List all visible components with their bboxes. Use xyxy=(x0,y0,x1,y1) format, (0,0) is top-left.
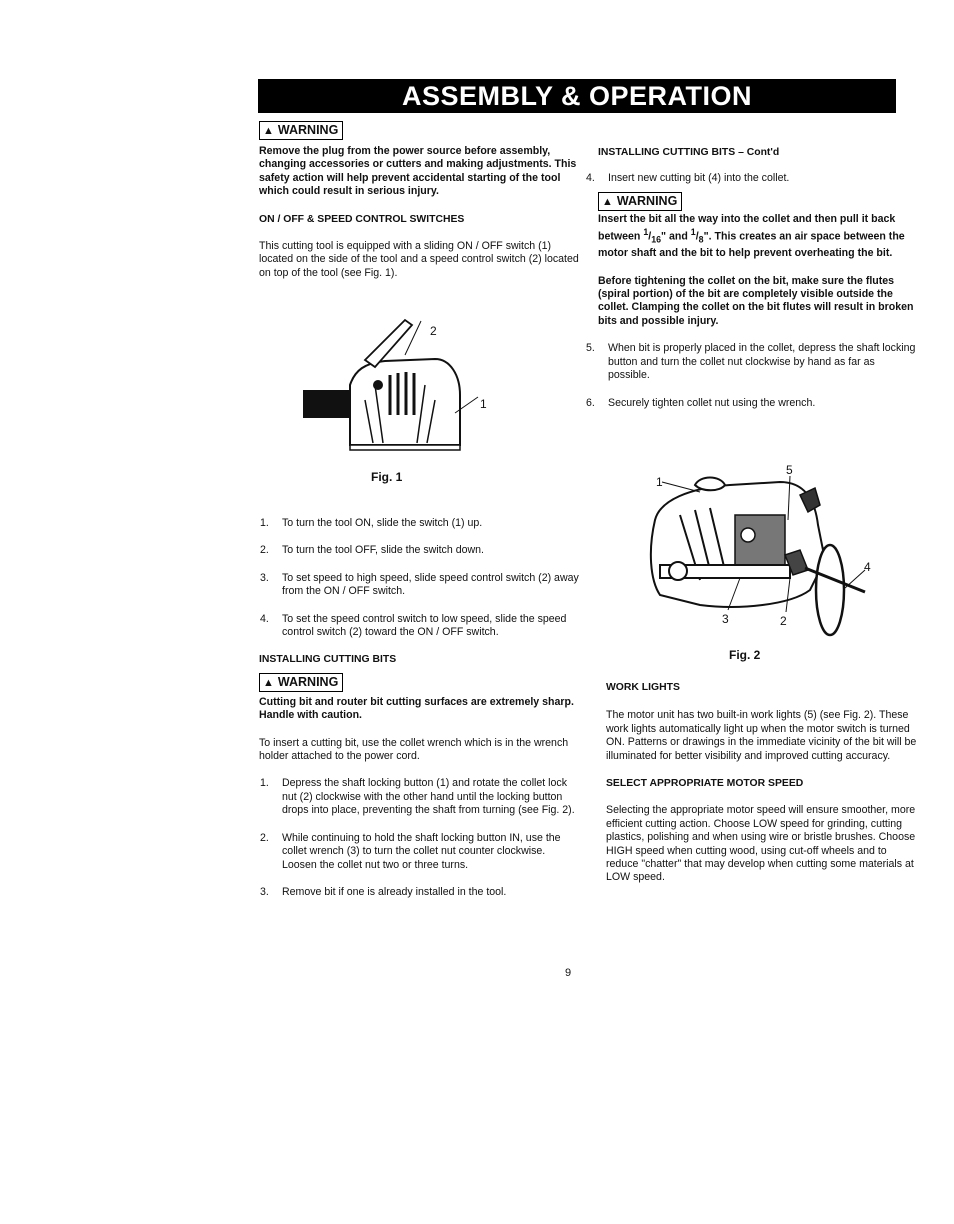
list-item: 4. To set the speed control switch to low speed, slide the speed control switch (2) toward the ON / OFF switch. xyxy=(260,612,567,639)
warning-label-2: ▲ WARNING xyxy=(259,673,343,692)
list-item: 6. Securely tighten collet nut using the wrench. xyxy=(586,396,816,409)
later-steps-list xyxy=(580,342,916,410)
fig2-caption: Fig. 2 xyxy=(729,648,761,662)
fig2-callout-4: 4 xyxy=(864,560,871,574)
figure-2-collet-illustration xyxy=(640,470,880,640)
cutoff-wheel xyxy=(816,545,844,635)
warning-triangle-icon: ▲ xyxy=(602,195,613,208)
list-item: 1. To turn the tool ON, slide the switch (1) up. xyxy=(260,517,483,529)
list-item: 3. Remove bit if one is already installed in the tool. xyxy=(260,885,507,898)
power-cord xyxy=(303,390,351,418)
bit-steps-list xyxy=(259,777,581,899)
warning-label-1: ▲ WARNING xyxy=(259,121,343,140)
warning-text-3b: Before tightening the collet on the bit, make sure the flutes (spiral portion) of the bit are completely visible outside the collet. Clamping the collet on the bit flutes will result in broken bits and possible injury. xyxy=(598,274,914,327)
fig2-callout-5: 5 xyxy=(786,463,793,477)
list-item: 2. To turn the tool OFF, slide the switch down. xyxy=(260,544,484,557)
motor-housing-detail xyxy=(735,515,785,570)
switch-steps-list xyxy=(259,517,581,639)
list-item: 1. Depress the shaft locking button (1) and rotate the collet lock nut (2) clockwise with the other hand until the locking button drops into place, preventing the shaft from turning (see Fig. 2). xyxy=(260,777,575,817)
warning-label-3: ▲ WARNING xyxy=(598,192,682,211)
section-title-banner: ASSEMBLY & OPERATION xyxy=(258,79,896,113)
list-item: 4. Insert new cutting bit (4) into the collet. xyxy=(586,172,790,185)
left-column-lower xyxy=(259,517,581,899)
fig2-callout-1: 1 xyxy=(656,475,663,489)
list-item: 2. While continuing to hold the shaft locking button IN, use the collet wrench (3) to turn the collet nut counter clockwise. Loosen the collet nut two or three turns. xyxy=(260,831,561,871)
work-lights-paragraph: The motor unit has two built-in work lights (5) (see Fig. 2). These work lights automatically light up when the motor switch is turned ON. Patterns or drawings in the immediate vicinity of the bit will be illuminated for better visibility and improved cutting accuracy. xyxy=(606,709,917,762)
right-column xyxy=(586,146,916,410)
warning-triangle-icon: ▲ xyxy=(263,676,274,689)
warning-triangle-icon: ▲ xyxy=(263,125,274,137)
left-column xyxy=(259,121,581,280)
motor-speed-paragraph: Selecting the appropriate motor speed will ensure smoother, more efficient cutting action. Choose LOW speed for grinding, cutting plastics, polishing and when using wire or bristle brushes. Choose HIGH speed when cutting wood, using cut-off wheels and to reduce "chatter" that may develop when cutting some materials at LOW speed. xyxy=(606,804,916,884)
list-item: 5. When bit is properly placed in the collet, depress the shaft locking button and turn the collet nut clockwise by hand as far as possible. xyxy=(586,342,916,382)
switches-paragraph: This cutting tool is equipped with a sliding ON / OFF switch (1) located on the side of the tool and a speed control switch (2) located on top of the tool (see Fig. 1). xyxy=(259,240,579,279)
warning-text-3a: Insert the bit all the way into the collet and then pull it back between $^1/_{16}$" and $^1/_8$". This creates an air space between the motor shaft and the bit to help prevent overheating the bit. xyxy=(598,212,905,260)
fig1-callout-1: 1 xyxy=(480,397,487,411)
warning-text-1: Remove the plug from the power source before assembly, changing accessories or cutters and making adjustments. This safety action will help prevent accidental starting of the tool which could result in serious injury. xyxy=(259,145,577,198)
contd-heading: INSTALLING CUTTING BITS – Cont'd xyxy=(598,147,780,158)
switches-heading: ON / OFF & SPEED CONTROL SWITCHES xyxy=(259,213,465,225)
warning-text-2: Cutting bit and router bit cutting surfaces are extremely sharp. Handle with caution. xyxy=(259,695,574,722)
fig1-callout-2: 2 xyxy=(430,324,437,338)
page-number: 9 xyxy=(565,967,572,979)
fig2-callout-3: 3 xyxy=(722,612,729,626)
right-column-lower xyxy=(606,681,922,885)
fig1-caption: Fig. 1 xyxy=(371,470,403,484)
fig2-callout-2: 2 xyxy=(780,614,787,628)
step4-list xyxy=(580,172,916,185)
on-off-switch xyxy=(373,380,383,390)
work-lights-heading: WORK LIGHTS xyxy=(606,682,680,693)
bits-intro: To insert a cutting bit, use the collet wrench which is in the wrench holder attached to the power cord. xyxy=(259,736,569,763)
figure-1-tool-illustration xyxy=(295,315,505,455)
shaft-lock-button xyxy=(695,478,725,491)
list-item: 3. To set speed to high speed, slide speed control switch (2) away from the ON / OFF switch. xyxy=(260,571,579,598)
bits-heading: INSTALLING CUTTING BITS xyxy=(259,654,397,666)
motor-speed-heading: SELECT APPROPRIATE MOTOR SPEED xyxy=(606,778,804,790)
